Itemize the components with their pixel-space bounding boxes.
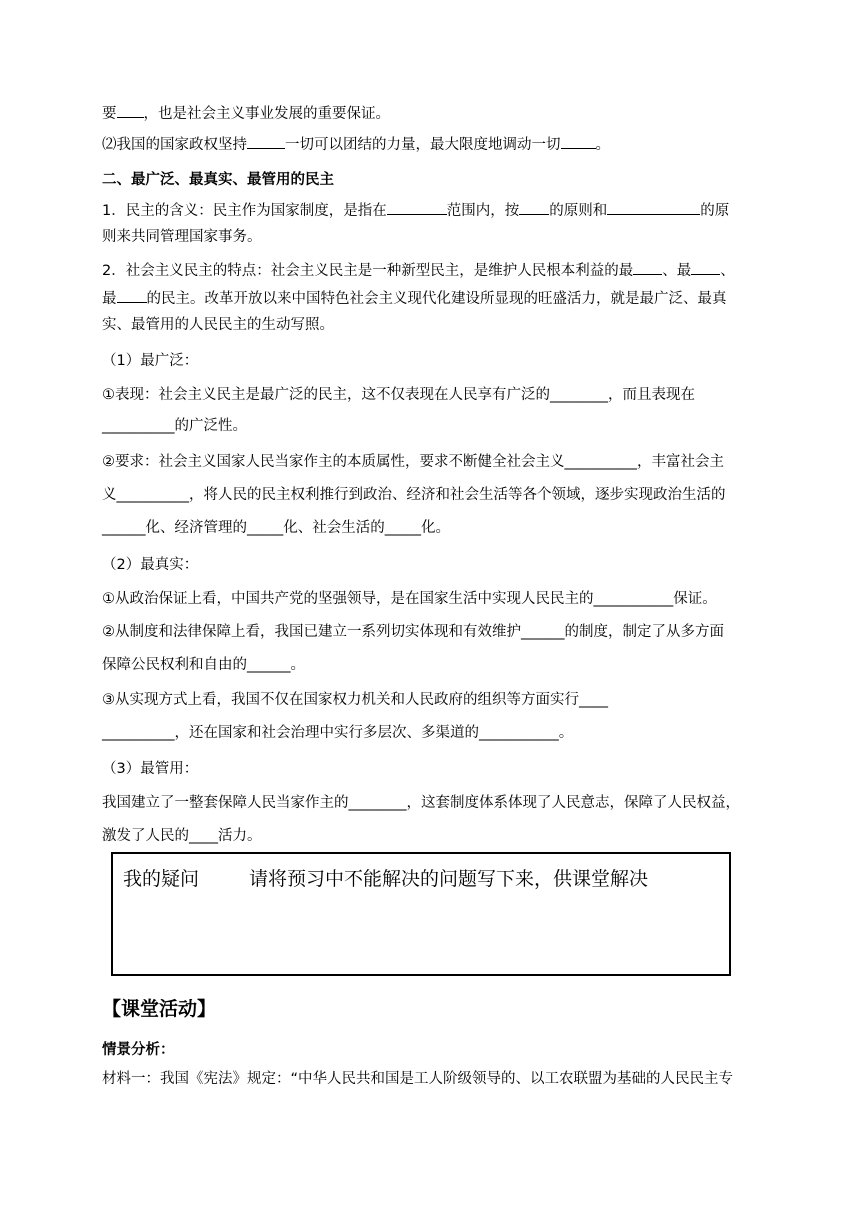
text: 。 [290, 657, 305, 673]
fill-blank [691, 259, 720, 275]
text: 的原则和 [549, 203, 608, 219]
subsection-label: （1）最广泛： [102, 353, 199, 369]
text: 的广泛性。 [174, 418, 247, 434]
text: ，将人民的民主权利推行到政治、经济和社会生活等各个领域，逐步实现政治生活的 [189, 487, 726, 503]
text: 活力。 [218, 828, 262, 844]
paragraph-line [102, 589, 717, 609]
paragraph-line [102, 416, 247, 436]
fill-blank: ___________ [479, 725, 559, 741]
paragraph-line [102, 102, 390, 124]
fill-blank: __________ [116, 487, 189, 503]
text: 、 [720, 263, 735, 279]
text: 的民主。改革开放以来中国特色社会主义现代化建设所显现的旺盛活力，就是最广泛、最真 [146, 291, 727, 307]
paragraph-line [102, 259, 735, 281]
fill-blank [561, 133, 596, 149]
paragraph-line [102, 199, 729, 221]
text: ①从政治保证上看，中国共产党的坚强领导，是在国家生活中实现人民民主的 [102, 591, 594, 607]
text: 保证。 [673, 591, 717, 607]
fill-blank [117, 287, 147, 303]
text: 1．民主的含义：民主作为国家制度，是指在 [102, 203, 387, 219]
fill-blank: ____ [579, 692, 608, 708]
text: ②要求：社会主义国家人民当家作主的本质属性，要求不断健全社会主义 [102, 454, 565, 470]
fill-blank [633, 259, 662, 275]
paragraph-line [102, 826, 262, 846]
paragraph-line: 材料一：我国《宪法》规定：“中华人民共和国是工人阶级领导的、以工农联盟为基础的人民民主专 [102, 1071, 734, 1087]
text: 。 [595, 137, 610, 153]
paragraph-line [102, 518, 450, 538]
fill-blank: __________ [102, 418, 175, 434]
text: ⑵我国的国家政权坚持 [102, 137, 247, 153]
text: 最 [102, 291, 117, 307]
fill-blank: _____ [247, 520, 284, 536]
fill-blank [117, 102, 144, 118]
subsection-label: （2）最真实： [102, 557, 199, 573]
fill-blank: ___________ [593, 591, 674, 607]
text: 我国建立了一整套保障人民当家作主的 [102, 795, 349, 811]
questions-prompt: 请将预习中不能解决的问题写下来，供课堂解决 [249, 868, 649, 890]
paragraph-line [102, 723, 573, 743]
paragraph-line [102, 690, 608, 710]
paragraph-line [102, 793, 740, 813]
fill-blank: ________ [550, 387, 608, 403]
text: ，这套制度体系体现了人民意志，保障了人民权益， [406, 795, 740, 811]
fill-blank [247, 133, 285, 149]
text: 的制度，制定了从多方面 [564, 624, 724, 640]
fill-blank: ______ [247, 657, 291, 673]
paragraph-line: 则来共同管理国家事务。 [102, 229, 262, 245]
text: 范围内，按 [446, 203, 520, 219]
text: ，丰富社会主 [637, 454, 724, 470]
text: 的原 [700, 203, 730, 219]
text: 化、社会生活的 [283, 520, 385, 536]
paragraph-line: 实、最管用的人民民主的生动写照。 [102, 317, 334, 333]
text: 化。 [421, 520, 450, 536]
paragraph-line [102, 622, 724, 642]
fill-blank: ______ [102, 520, 146, 536]
fill-blank: __________ [102, 725, 175, 741]
text: 化、经济管理的 [145, 520, 247, 536]
text: 义 [102, 487, 117, 503]
fill-blank: ______ [521, 624, 565, 640]
text: 要 [102, 106, 117, 122]
questions-box [111, 852, 731, 976]
fill-blank: ____ [189, 828, 218, 844]
text: ，还在国家和社会治理中实行多层次、多渠道的 [174, 725, 479, 741]
fill-blank: ________ [348, 795, 407, 811]
fill-blank: _____ [384, 520, 421, 536]
fill-blank: __________ [564, 454, 637, 470]
section-heading: 二、最广泛、最真实、最管用的民主 [102, 172, 334, 188]
text: 、最 [662, 263, 692, 279]
paragraph-line [102, 452, 724, 472]
text: ，而且表现在 [608, 387, 695, 403]
text: ①表现：社会主义民主是最广泛的民主，这不仅表现在人民享有广泛的 [102, 387, 550, 403]
activity-heading: 【课堂活动】 [102, 998, 217, 1020]
paragraph-line [102, 287, 727, 309]
paragraph-line [102, 485, 726, 505]
paragraph-line [102, 655, 305, 675]
fill-blank [387, 199, 447, 215]
paragraph-line [102, 133, 610, 155]
text: 保障公民权利和自由的 [102, 657, 247, 673]
text: 一切可以团结的力量，最大限度地调动一切 [285, 137, 561, 153]
scenario-heading: 情景分析： [102, 1042, 175, 1058]
fill-blank [607, 199, 700, 215]
text: ，也是社会主义事业发展的重要保证。 [143, 106, 390, 122]
text: 。 [558, 725, 574, 741]
text: ②从制度和法律保障上看，我国已建立一系列切实体现和有效维护 [102, 624, 521, 640]
paragraph-line [102, 385, 695, 405]
text: ③从实现方式上看，我国不仅在国家权力机关和人民政府的组织等方面实行 [102, 692, 579, 708]
questions-label: 我的疑问 [123, 868, 200, 890]
text: 2．社会主义民主的特点：社会主义民主是一种新型民主，是维护人民根本利益的最 [102, 263, 634, 279]
fill-blank [519, 199, 549, 215]
text: 激发了人民的 [102, 828, 189, 844]
subsection-label: （3）最管用： [102, 761, 199, 777]
